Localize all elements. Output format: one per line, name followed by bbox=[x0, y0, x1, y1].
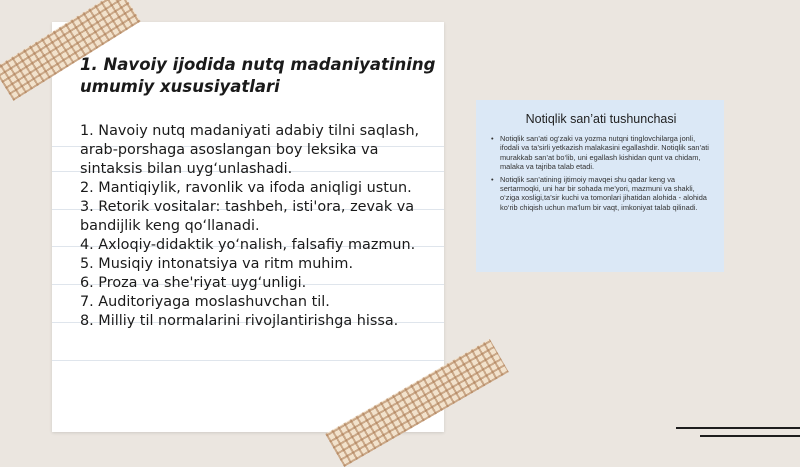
decorative-line bbox=[676, 427, 800, 429]
card-title: Notiqlik san’ati tushunchasi bbox=[525, 112, 677, 126]
card-bullet: • Notiqlik san’ati og‘zaki va yozma nutqni tinglovchilarga jonli, ifodali va ta’sirli yetkazish malakasini egallashdir. Notiqlik san’ati murakkab san’at bo‘lib, uni egallash kishidan qunt va chidam, malaka va tajriba talab etadi. bbox=[500, 134, 712, 172]
list-item: 3. Retorik vositalar: tashbeh, isti'ora, zevak va bandijlik keng qo‘llanadi. bbox=[80, 199, 415, 234]
list-item: 8. Milliy til normalarini rivojlantirishga hissa. bbox=[80, 313, 399, 329]
list-item: 1. Navoiy nutq madaniyati adabiy tilni saqlash, arab-porshaga asoslangan boy leksika va sintaksis bilan uyg‘unlashadi. bbox=[80, 123, 420, 177]
definition-card bbox=[476, 100, 724, 272]
list-item: 7. Auditoriyaga moslashuvchan til. bbox=[80, 294, 330, 310]
list-item: 5. Musiqiy intonatsiya va ritm muhim. bbox=[80, 256, 354, 272]
list-item: 6. Proza va she'riyat uyg‘unligi. bbox=[80, 275, 307, 291]
ruled-line bbox=[52, 360, 444, 361]
card-bullet-list bbox=[490, 134, 712, 212]
list-item: 2. Mantiqiylik, ravonlik va ifoda aniqligi ustun. bbox=[80, 180, 412, 196]
decorative-line bbox=[700, 435, 800, 437]
list-item: 4. Axloqiy-didaktik yo‘nalish, falsafiy mazmun. bbox=[80, 237, 416, 253]
features-list bbox=[80, 122, 430, 331]
card-bullet: • Notiqlik san’atining ijtimoiy mavqei shu qadar keng va sertarmoqki, uni har bir sohada me’yori, mazmuni va shakli, o‘ziga xosligi,ta’sir kuchi va tomonlari jihatidan alohida - alohida ko‘rib chiqish uchun ma’lum bir vaqt, imkoniyat talab qilinadi. bbox=[500, 175, 712, 213]
slide-title: 1. Navoiy ijodida nutq madaniyatining umumiy xususiyatlari bbox=[80, 55, 436, 96]
